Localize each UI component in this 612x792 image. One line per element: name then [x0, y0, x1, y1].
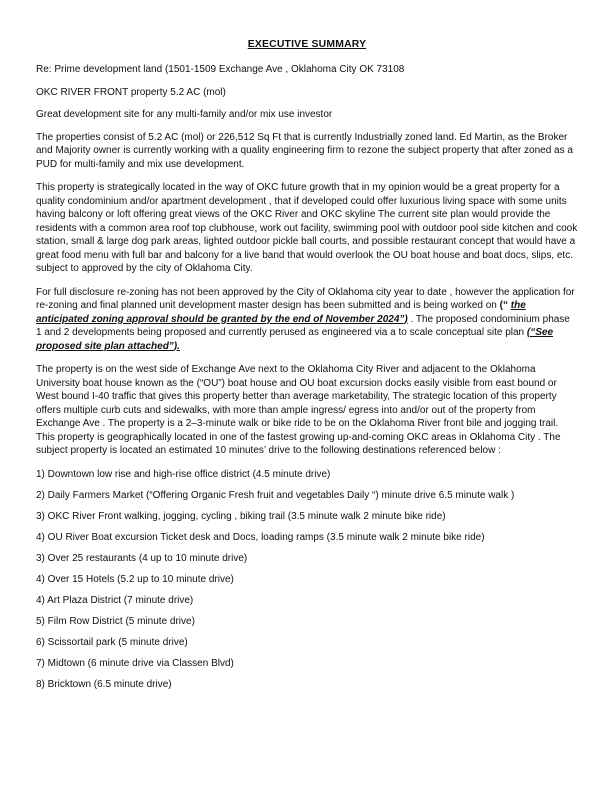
paragraph-disclosure — [36, 286, 578, 354]
list-item: 4) Over 15 Hotels (5.2 up to 10 minute drive) — [36, 573, 234, 585]
disclosure-zoning-approval-note: the anticipated zoning approval should be granted by the end of November 2024”) — [36, 300, 526, 325]
paragraph-properties: The properties consist of 5.2 AC (mol) or 226,512 Sq Ft that is currently Industrially zoned land. Ed Martin, as the Broker and Majority owner is currently working with a quality engineering firm to rezone the subject property that after zoned as a PUD for multi-family and mix use development. — [36, 131, 573, 170]
paragraph-location: The property is on the west side of Exchange Ave next to the Oklahoma City River and adjacent to the Oklahoma University boat house known as the (“OU”) boat house and OU boat excursion docks easily visible from east bound or West bound I-40 traffic that gives this property better than average marketability, The strategic location of this property offers multiple curb cuts and sidewalks, with more than ample ingress/ egress into and/or out of the property from Exchange Ave . The property is a 2–3-minute walk or bike ride to be on the Oklahoma River front bile and jogging trail. This property is geographically located in one of the fastest growing up-and-coming OKC areas in Oklahoma City . The subject property is located an estimated 10 minutes’ drive to the following destinations referenced below : — [36, 364, 561, 456]
list-item: 3) Over 25 restaurants (4 up to 10 minute drive) — [36, 552, 248, 564]
disclosure-text-1: For full disclosure re-zoning has not been approved by the City of Oklahoma city year to date , however the application for re-zoning and final planned unit development master design has been submitted and is being worked on — [36, 286, 575, 311]
property-line: OKC RIVER FRONT property 5.2 AC (mol) — [36, 86, 226, 98]
list-item: 8) Bricktown (6.5 minute drive) — [36, 679, 172, 691]
paragraph-strategic-location: This property is strategically located in the way of OKC future growth that in my opinion would be a great property for a quality condominium and/or apartment development , that if developed could offer luxurious living space with some units having balcony or loft offering great views of the OKC River and OKC skyline The current site plan would provide the residents with a common area roof top clubhouse, work out facility, swimming pool with outdoor pool side kitchen and cook station, small & large dog park areas, lighted outdoor pickle ball courts, and possible restaurant concept that would have a great food menu with full bar and balcony for a live band that would overlook the OU boat house and boat docs, slips, etc. subject to approved by the city of Oklahoma City. — [36, 182, 578, 274]
page-title: EXECUTIVE SUMMARY — [247, 39, 367, 50]
list-item: 4) OU River Boat excursion Ticket desk and Docs, loading ramps (3.5 minute walk 2 minute bike ride) — [36, 531, 485, 543]
list-item: 7) Midtown (6 minute drive via Classen Blvd) — [36, 658, 234, 670]
list-item: 5) Film Row District (5 minute drive) — [36, 616, 195, 628]
destinations-list — [36, 468, 578, 692]
list-item: 1) Downtown low rise and high-rise office district (4.5 minute drive) — [36, 468, 331, 480]
list-item: 2) Daily Farmers Market (“Offering Organic Fresh fruit and vegetables Daily “) minute drive 6.5 minute walk ) — [36, 489, 515, 501]
tagline: Great development site for any multi-family and/or mix use investor — [36, 109, 333, 120]
disclosure-open-quote: (“ — [499, 300, 511, 311]
list-item: 6) Scissortail park (5 minute drive) — [36, 637, 188, 649]
re-line: Re: Prime development land (1501-1509 Exchange Ave , Oklahoma City OK 73108 — [36, 64, 405, 75]
list-item: 4) Art Plaza District (7 minute drive) — [36, 595, 194, 607]
list-item: 3) OKC River Front walking, jogging, cycling , biking trail (3.5 minute walk 2 minute bike ride) — [36, 510, 446, 522]
disclosure-site-plan-note: (“See proposed site plan attached”). — [36, 327, 554, 352]
disclosure-text-2: . The proposed condominium phase 1 and 2 developments being proposed and currently perused as engineered via a to scale conceptual site plan — [36, 313, 570, 338]
